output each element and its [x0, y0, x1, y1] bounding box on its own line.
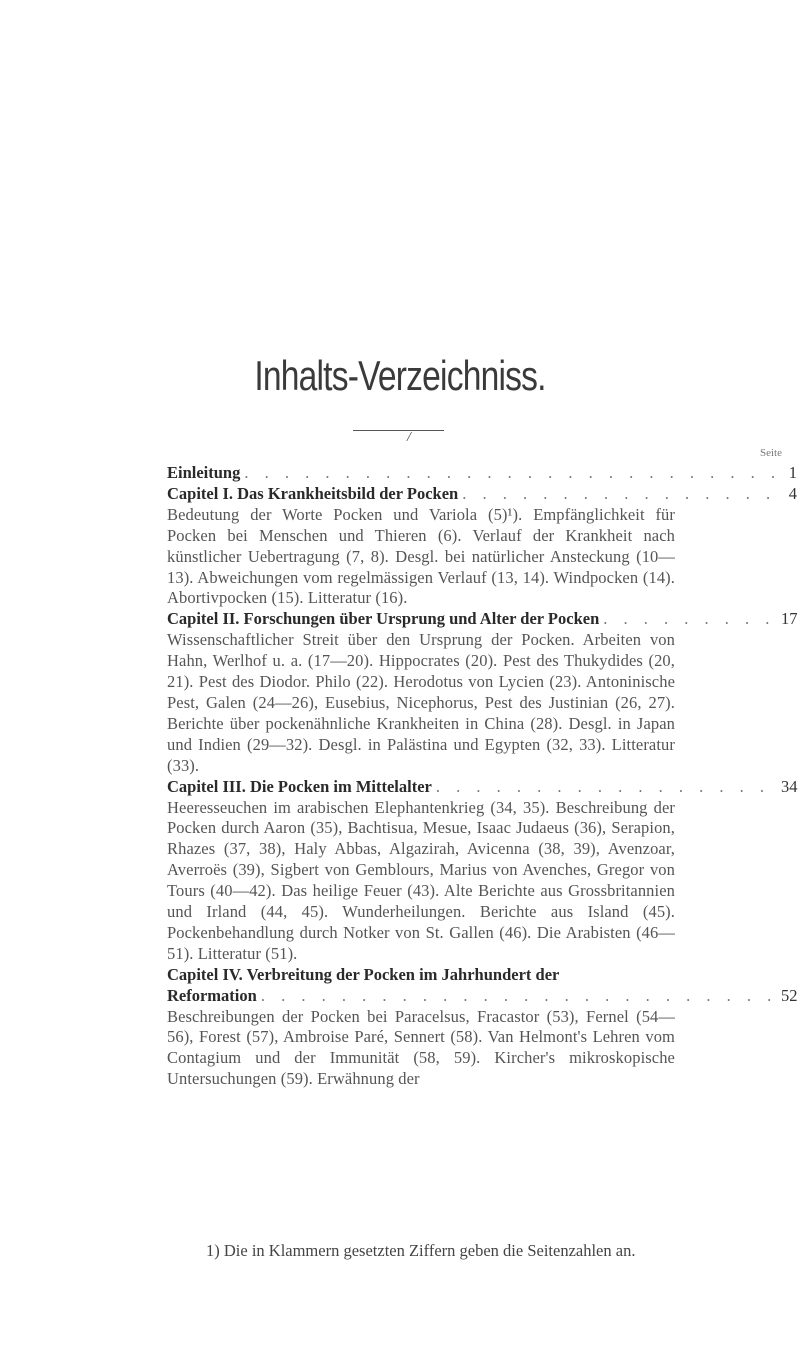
toc-page-number: 34	[781, 776, 798, 796]
title-rule	[353, 430, 444, 431]
leader-dots	[603, 609, 777, 630]
leader-dots	[261, 986, 777, 1007]
leader-dots	[436, 777, 777, 798]
toc-entry-einleitung	[167, 463, 797, 484]
toc-description: Heeresseuchen im arabischen Elephantenkrieg (34, 35). Beschreibung der Pocken durch Aaron (35), Bachtisua, Mesue, Isaac Judaeus (36), Serapion, Rhazes (37, 38), Haly Abbas, Algazirah, Avicenna (38, 39), Avenzoar, Averroës (39), Sigbert von Gemblours, Marius von Avenches, Gregor von Tours (40—42). Das heilige Feuer (43). Alte Berichte aus Grossbritannien und Irland (44, 45). Wunderheilungen. Berichte aus Island (45). Pockenbehandlung durch Notker von St. Gallen (46). Die Arabisten (46—51). Litteratur (51).	[167, 797, 675, 963]
toc-entry-capitel-4	[167, 965, 797, 1090]
toc-page-number: 4	[788, 483, 797, 503]
toc-description: Beschreibungen der Pocken bei Paracelsus, Fracastor (53), Fernel (54—56), Forest (57), Ambroise Paré, Sennert (58). Van Helmont's Lehren vom Contagium und der Immunität (58, 59). Kircher's mikroskopische Untersuchungen (59). Erwähnung der	[167, 1006, 675, 1089]
toc-heading-continued: Reformation	[167, 985, 257, 1005]
page-title: Inhalts-Verzeichniss.	[254, 352, 546, 399]
toc-entry-capitel-1	[167, 484, 797, 609]
toc-description: Bedeutung der Worte Pocken und Variola (5)¹). Empfänglichkeit für Pocken bei Menschen und Thieren (6). Verlauf der Krankheit nach künstlicher Uebertragung (7, 8). Desgl. bei natürlicher Ansteckung (10—13). Abweichungen vom regelmässigen Verlauf (13, 14). Windpocken (14). Abortivpocken (15). Litteratur (16).	[167, 504, 675, 608]
seite-column-label: Seite	[760, 447, 782, 459]
toc-page-number: 17	[781, 609, 798, 629]
toc-page-number: 1	[788, 463, 797, 482]
footnote: 1) Die in Klammern gesetzten Ziffern geben die Seitenzahlen an.	[206, 1241, 636, 1260]
leader-dots	[462, 484, 777, 505]
leader-dots	[244, 463, 777, 484]
toc-heading: Capitel I. Das Krankheitsbild der Pocken	[167, 483, 459, 503]
toc-description: Wissenschaftlicher Streit über den Ursprung der Pocken. Arbeiten von Hahn, Werlhof u. a. (17—20). Hippocrates (20). Pest des Thukydides (20, 21). Pest des Diodor. Philo (22). Herodotus von Lycien (23). Antoninische Pest, Galen (24—26), Eusebius, Nicephorus, Pest des Justinian (26, 27). Berichte über pockenähnliche Krankheiten in China (28). Desgl. in Japan und Indien (29—32). Desgl. in Palästina und Egypten (32, 33). Litteratur (33).	[167, 630, 675, 775]
table-of-contents	[167, 463, 797, 1090]
toc-entry-capitel-2	[167, 609, 797, 776]
toc-entry-capitel-3	[167, 777, 797, 965]
toc-heading: Capitel IV. Verbreitung der Pocken im Jahrhundert der	[167, 964, 560, 984]
stray-mark: /	[407, 430, 411, 445]
toc-heading: Einleitung	[167, 463, 241, 482]
toc-heading: Capitel III. Die Pocken im Mittelalter	[167, 776, 432, 796]
toc-page-number: 52	[781, 985, 798, 1005]
toc-heading: Capitel II. Forschungen über Ursprung und Alter der Pocken	[167, 609, 600, 629]
